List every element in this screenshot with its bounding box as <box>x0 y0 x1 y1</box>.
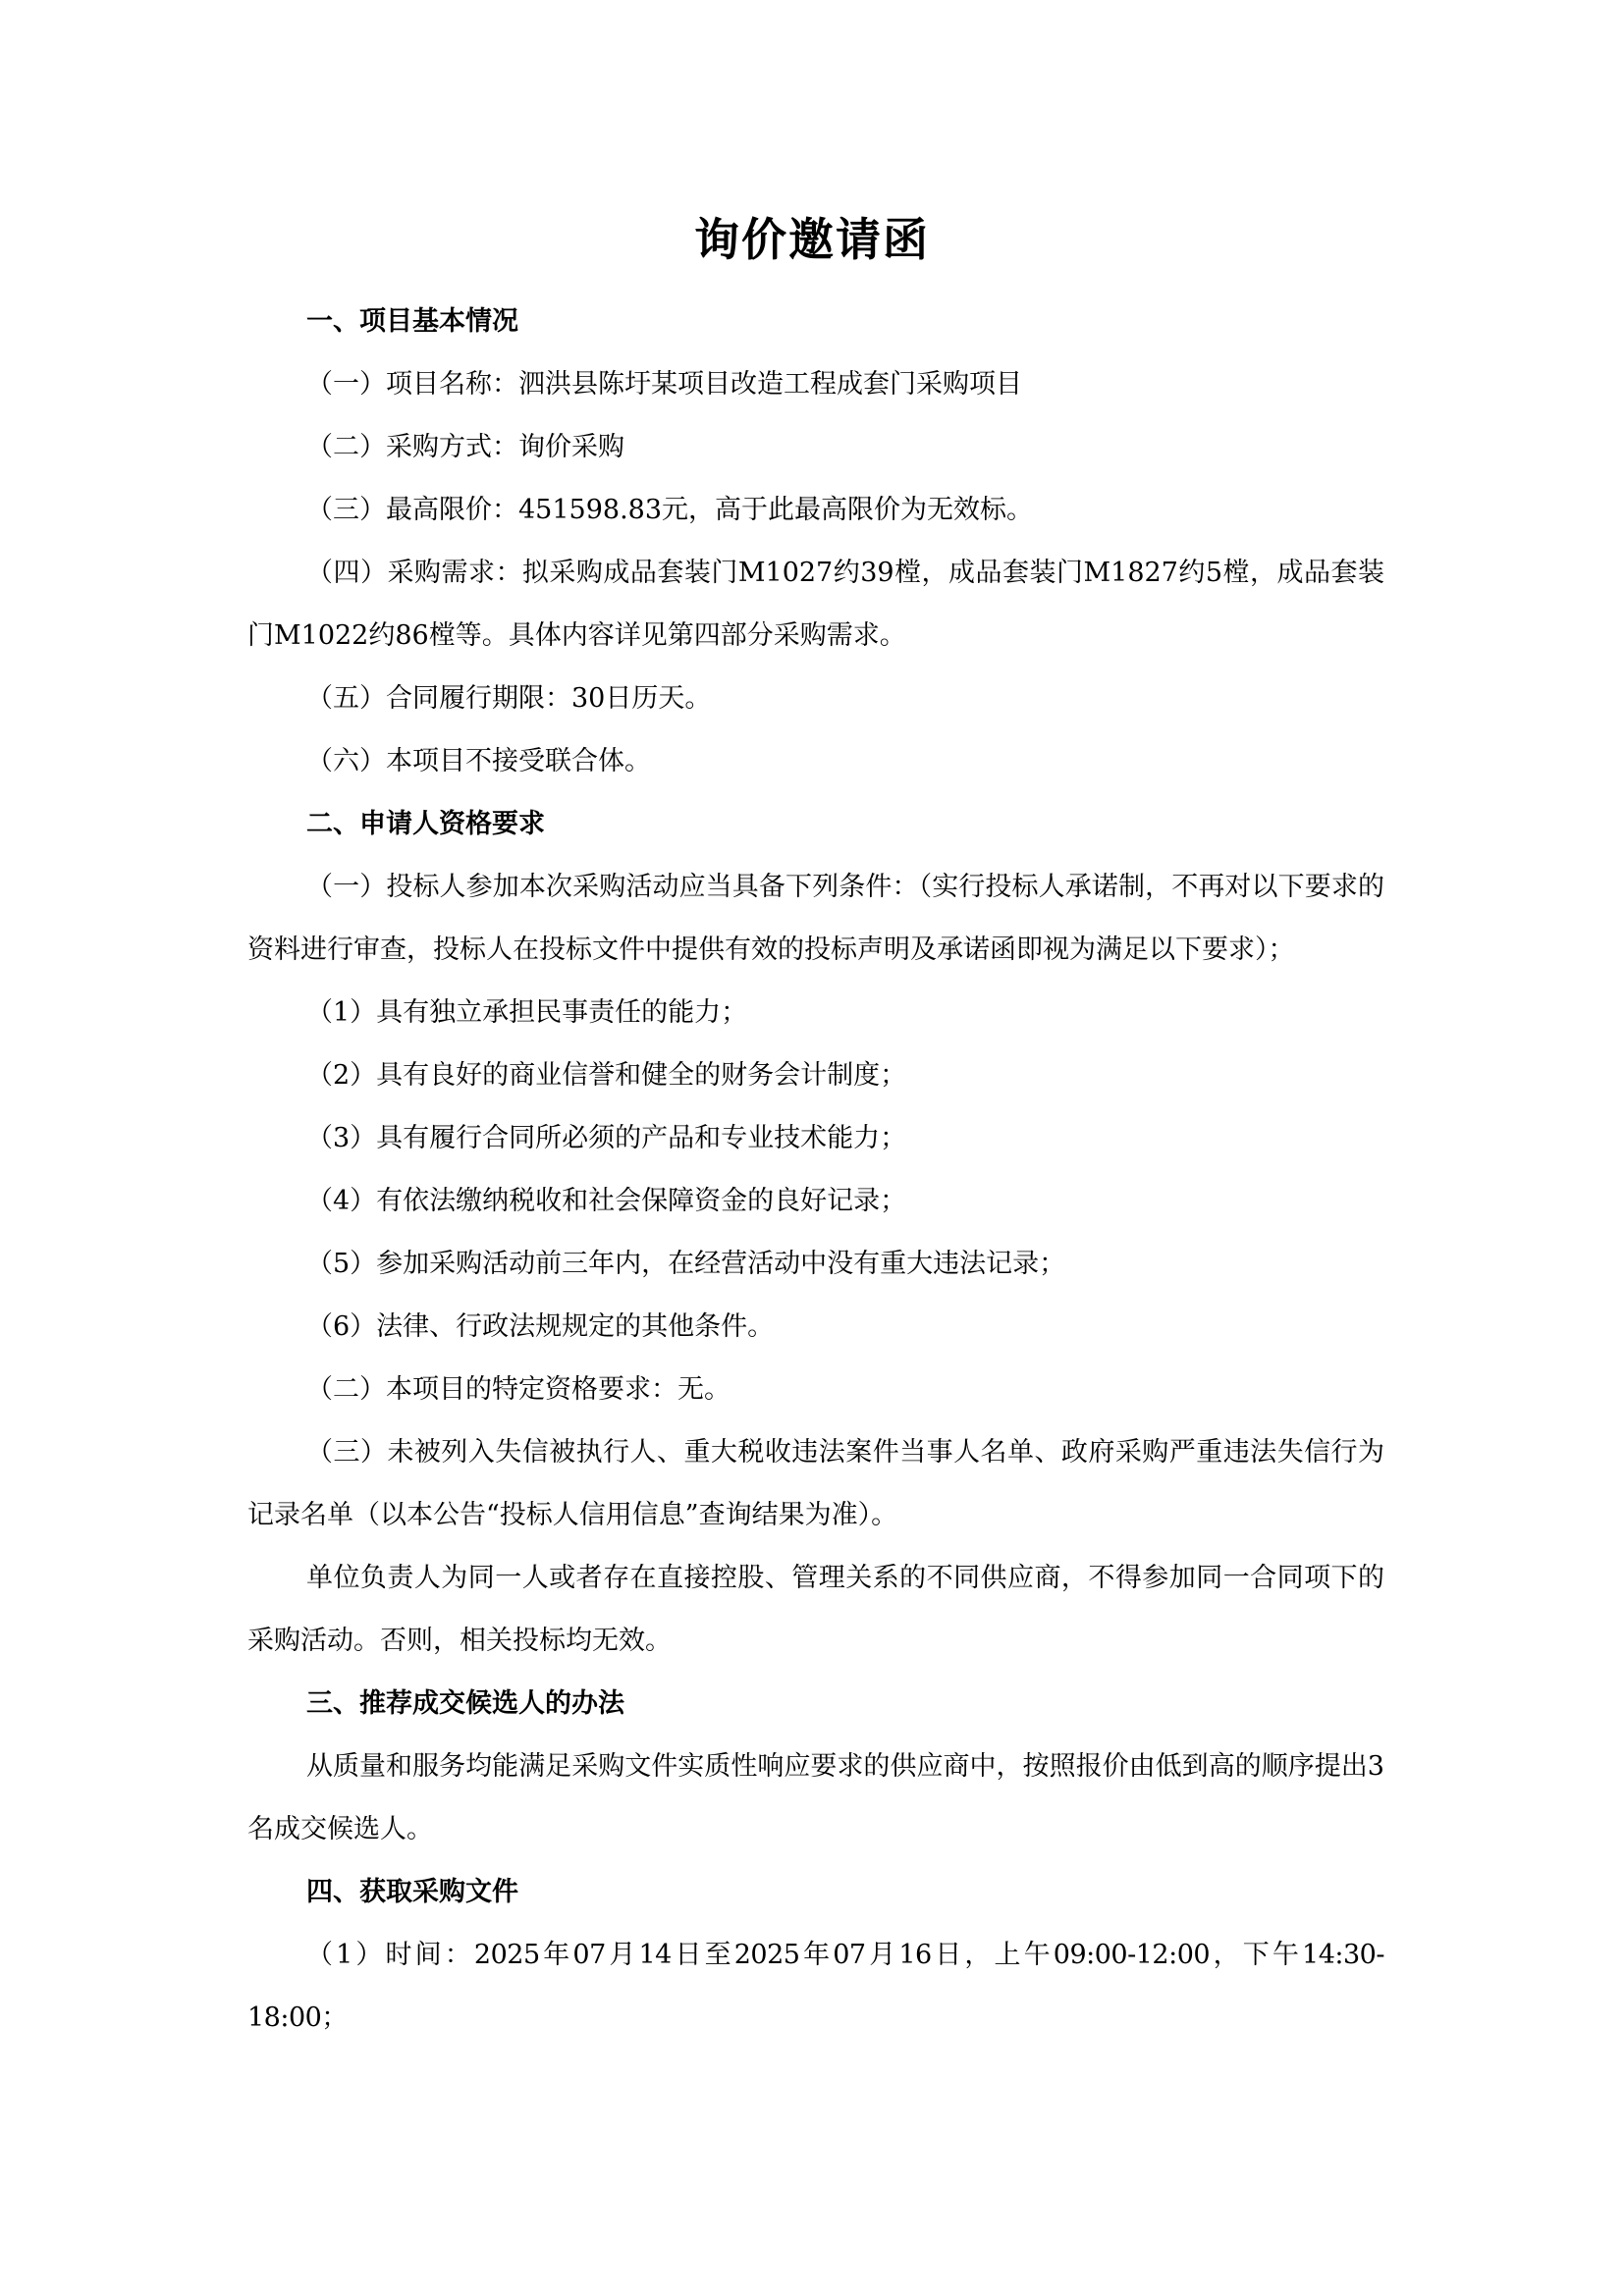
max-price: （三）最高限价：451598.83元，高于此最高限价为无效标。 <box>306 495 1034 525</box>
condition-3: （3）具有履行合同所必须的产品和专业技术能力； <box>306 1123 907 1153</box>
condition-1: （1）具有独立承担民事责任的能力； <box>306 997 748 1028</box>
procurement-method: （二）采购方式：询价采购 <box>306 432 624 462</box>
credit-requirement: （三）未被列入失信被执行人、重大税收违法案件当事人名单、政府采购严重违法失信行为记录名单（以本公告“投标人信用信息”查询结果为准）。 <box>247 1437 1384 1530</box>
section-heading-qualification: 二、申请人资格要求 <box>306 809 545 839</box>
condition-5: （5）参加采购活动前三年内，在经营活动中没有重大违法记录； <box>306 1249 1066 1279</box>
contract-period: （五）合同履行期限：30日历天。 <box>306 683 712 714</box>
condition-4: （4）有依法缴纳税收和社会保障资金的良好记录； <box>306 1186 907 1216</box>
project-name: （一）项目名称：泗洪县陈圩某项目改造工程成套门采购项目 <box>306 369 1022 400</box>
condition-2: （2）具有良好的商业信誉和健全的财务会计制度； <box>306 1060 907 1091</box>
obtain-documents-time: （1）时间：2025年07月14日至2025年07月16日，上午09:00-12:00，下午14:30-18:00； <box>247 1940 1384 2033</box>
section-heading-obtain-documents: 四、获取采购文件 <box>306 1877 518 1907</box>
procurement-requirement: （四）采购需求：拟采购成品套装门M1027约39樘，成品套装门M1827约5樘，成品套装门M1022约86樘等。具体内容详见第四部分采购需求。 <box>247 558 1384 651</box>
candidate-method-text: 从质量和服务均能满足采购文件实质性响应要求的供应商中，按照报价由低到高的顺序提出3名成交候选人。 <box>247 1751 1384 1844</box>
document-body <box>247 291 1384 2050</box>
section-heading-candidate-method: 三、推荐成交候选人的办法 <box>306 1688 624 1719</box>
section-heading-project-info: 一、项目基本情况 <box>306 306 518 337</box>
qualification-intro: （一）投标人参加本次采购活动应当具备下列条件：（实行投标人承诺制，不再对以下要求的资料进行审查，投标人在投标文件中提供有效的投标声明及承诺函即视为满足以下要求）； <box>247 872 1384 965</box>
no-consortium: （六）本项目不接受联合体。 <box>306 746 651 776</box>
specific-qualification: （二）本项目的特定资格要求：无。 <box>306 1374 731 1405</box>
document-title: 询价邀请函 <box>694 213 930 266</box>
condition-6: （6）法律、行政法规规定的其他条件。 <box>306 1311 775 1342</box>
related-party-note: 单位负责人为同一人或者存在直接控股、管理关系的不同供应商，不得参加同一合同项下的采购活动。否则，相关投标均无效。 <box>247 1563 1384 1656</box>
